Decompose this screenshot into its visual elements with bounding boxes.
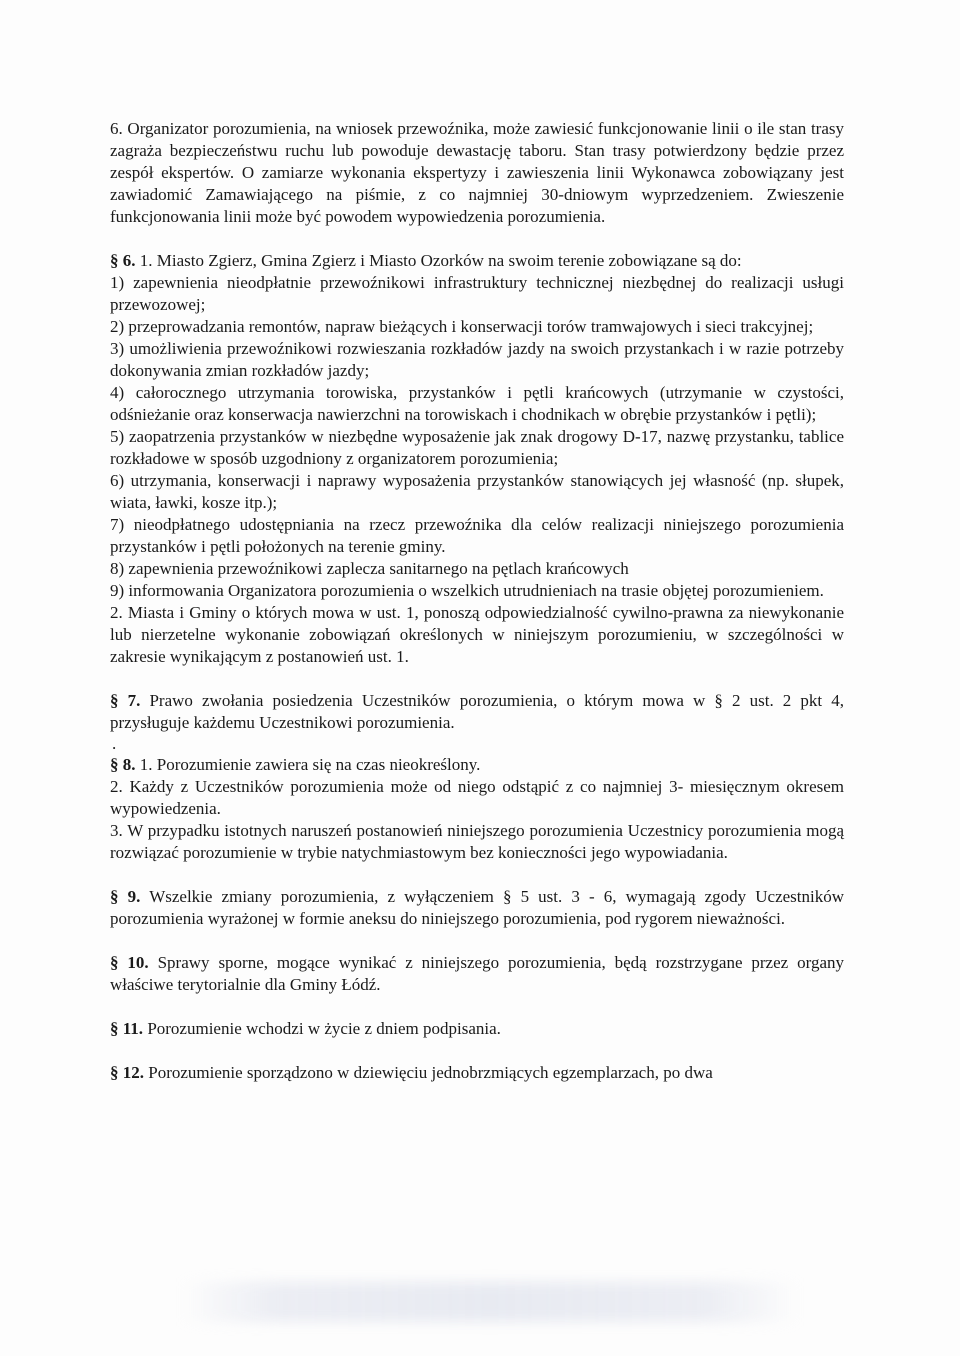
section-6-point-2: 2) przeprowadzania remontów, napraw bieżących i konserwacji torów tramwajowych i sieci trakcyjnej; <box>110 317 814 336</box>
section-11-text: Porozumienie wchodzi w życie z dniem podpisania. <box>147 1019 501 1038</box>
stray-dot: . <box>112 734 117 753</box>
section-10-text: Sprawy sporne, mogące wynikać z niniejszego porozumienia, będą rozstrzygane przez organy właściwe terytorialnie dla Gminy Łódź. <box>110 953 845 994</box>
section-6-point-9: 9) informowania Organizatora porozumienia o wszelkich utrudnieniach na trasie objętej porozumieniem. <box>110 581 824 600</box>
section-10-number: § 10. <box>110 953 149 972</box>
section-10 <box>110 952 844 996</box>
blurred-footer-region <box>180 1282 800 1322</box>
spacer <box>110 1040 844 1062</box>
section-8-item-1 <box>110 754 844 776</box>
section-6-point-3: 3) umożliwienia przewoźnikowi rozwieszania rozkładów jazdy na swoich przystankach i w razie potrzeby dokonywania zmian rozkładów jazdy; <box>110 339 844 380</box>
section-7 <box>110 690 844 734</box>
section-12 <box>110 1062 844 1084</box>
spacer <box>110 228 844 250</box>
spacer <box>110 996 844 1018</box>
section-6-item-1 <box>110 250 844 272</box>
section-9 <box>110 886 844 930</box>
section-6-point-4: 4) całorocznego utrzymania torowiska, przystanków i pętli krańcowych (utrzymanie w czystości, odśnieżanie oraz konserwacja nawierzchni na torowiskach i chodnikach w obrębie przystanków i pętli); <box>110 383 844 424</box>
section-12-text: Porozumienie sporządzono w dziewięciu jednobrzmiących egzemplarzach, po dwa <box>148 1063 713 1082</box>
section-6-point-7: 7) nieodpłatnego udostępniania na rzecz przewoźnika dla celów realizacji niniejszego porozumienia przystanków i pętli położonych na terenie gminy. <box>110 515 844 556</box>
section-6-point-1: 1) zapewnienia nieodpłatnie przewoźnikowi infrastruktury technicznej niezbędnej do realizacji usługi przewozowej; <box>110 273 844 314</box>
section-7-number: § 7. <box>110 691 141 710</box>
section-6-number: § 6. <box>110 251 136 270</box>
section-8-item-3: 3. W przypadku istotnych naruszeń postanowień niniejszego porozumienia Uczestnicy porozumienia mogą rozwiązać porozumienie w trybie natychmiastowym bez konieczności jego wypowiadania. <box>110 821 844 862</box>
section-11 <box>110 1018 844 1040</box>
section-8-point-1: 1. Porozumienie zawiera się na czas nieokreślony. <box>139 755 481 774</box>
section-8-item-2: 2. Każdy z Uczestników porozumienia może od niego odstąpić z co najmniej 3- miesięcznym okresem wypowiedzenia. <box>110 777 844 818</box>
paragraph-6-organizer: 6. Organizator porozumienia, na wniosek przewoźnika, może zawiesić funkcjonowanie linii o ile stan trasy zagraża bezpieczeństwu ruchu lub powoduje dewastację taboru. Stan trasy potwierdzony będzie przez zespół ekspertów. O zamiarze wykonania ekspertyzy i zawieszenia linii Wykonawca zobowiązany jest zawiadomić Zamawiającego na piśmie, z co najmniej 30-dniowym wyprzedzeniem. Zwieszenie funkcjonowania linii może być powodem wypowiedzenia porozumienia. <box>110 119 844 226</box>
section-8-number: § 8. <box>110 755 136 774</box>
section-12-number: § 12. <box>110 1063 144 1082</box>
spacer <box>110 668 844 690</box>
section-9-text: Wszelkie zmiany porozumienia, z wyłączeniem § 5 ust. 3 - 6, wymagają zgody Uczestników porozumienia wyrażonej w formie aneksu do niniejszego porozumienia, pod rygorem nieważności. <box>110 887 845 928</box>
section-7-text: Prawo zwołania posiedzenia Uczestników porozumienia, o którym mowa w § 2 ust. 2 pkt 4, przysługuje każdemu Uczestnikowi porozumienia. <box>110 691 844 732</box>
section-6-point-8: 8) zapewnienia przewoźnikowi zaplecza sanitarnego na pętlach krańcowych <box>110 559 629 578</box>
section-6-point-6: 6) utrzymania, konserwacji i naprawy wyposażenia przystanków stanowiących jej własność (np. słupek, wiata, ławki, kosze itp.); <box>110 471 844 512</box>
document-body <box>110 118 844 1084</box>
spacer <box>110 930 844 952</box>
section-6-intro: 1. Miasto Zgierz, Gmina Zgierz i Miasto Ozorków na swoim terenie zobowiązane są do: <box>139 251 742 270</box>
spacer <box>110 864 844 886</box>
section-6-item-2: 2. Miasta i Gminy o których mowa w ust. 1, ponoszą odpowiedzialność cywilno-prawna za niewykonanie lub nierzetelne wykonanie zobowiązań określonych w niniejszym porozumieniu, w szczególności w zakresie wynikającym z postanowień ust. 1. <box>110 603 844 666</box>
section-9-number: § 9. <box>110 887 141 906</box>
section-11-number: § 11. <box>110 1019 144 1038</box>
section-6-point-5: 5) zaopatrzenia przystanków w niezbędne wyposażenie jak znak drogowy D-17, nazwę przystanku, tablice rozkładowe w sposób uzgodniony z organizatorem porozumienia; <box>110 427 844 468</box>
